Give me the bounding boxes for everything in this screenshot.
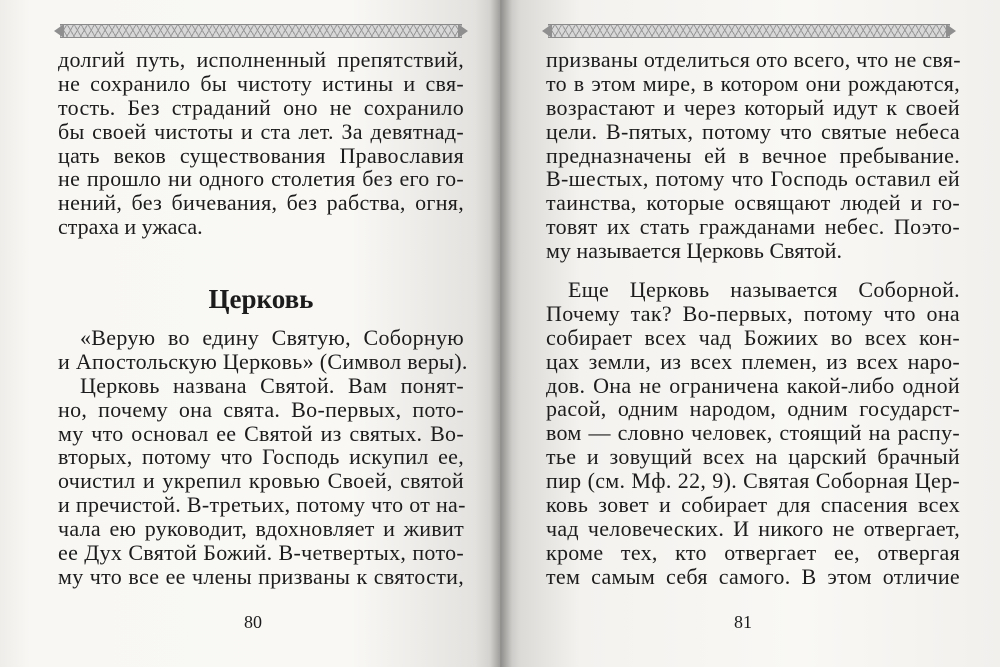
text-line: очистил и укрепил кровью Своей, святой <box>58 468 464 494</box>
section-heading: Церковь <box>208 284 314 314</box>
text-line: му что основал ее Святой из святых. Во- <box>58 420 464 446</box>
text-line: собирает всех чад Божиих во всех кон- <box>546 324 960 350</box>
text-line: В-шестых, потому что Господь оставил ей <box>546 166 960 192</box>
text-line: цели. В-пятых, потому что святые небеса <box>546 118 960 144</box>
text-line: ее Дух Святой Божий. В-четвертых, пото- <box>58 540 464 566</box>
text-line: чад человеческих. И никого не отвергает, <box>546 515 960 541</box>
book-gutter <box>490 0 512 667</box>
text-line: но, почему она свята. Во-первых, пото- <box>58 396 464 422</box>
text-line: тье и зовущий всех на царский брачный <box>546 444 960 470</box>
right-page <box>500 0 1000 667</box>
text-line: тем самым себя самого. В этом отличие <box>546 563 960 589</box>
text-line: му что все ее члены призваны к святости, <box>58 563 464 589</box>
text-line: товят их стать гражданами небес. Поэто- <box>546 214 960 240</box>
text-line: не сохранило бы чистоту истины и свя- <box>58 70 464 96</box>
text-line: призваны отделиться ото всего, что не свя- <box>546 47 961 72</box>
text-line: тость. Без страданий оно не сохранило <box>58 94 464 120</box>
text-line: му называется Церковь Святой. <box>546 238 842 264</box>
text-line: вом — словно человек, стоящий на распу- <box>546 420 960 446</box>
text-line: ковь зовет и собирает для спасения всех <box>546 492 960 518</box>
header-ornament <box>548 24 950 38</box>
text-line: «Верую во едину Святую, Соборную <box>80 325 464 350</box>
text-line: Почему так? Во-первых, потому что она <box>546 300 960 326</box>
right-text-top <box>546 48 960 263</box>
text-line: то в этом мире, в котором они рождаются, <box>546 70 960 96</box>
text-line: цать веков существования Православия <box>58 142 464 168</box>
text-line: чала ею руководит, вдохновляет и живит <box>58 516 464 542</box>
text-line: бы своей чистоты и ста лет. За девятнад- <box>58 118 464 144</box>
left-text-bottom <box>58 325 468 589</box>
text-line: дов. Она не ограничена какой-либо одной <box>546 372 960 398</box>
text-line: не прошло ни одного столетия без его го- <box>58 166 464 192</box>
text-line: страха и ужаса. <box>58 214 203 240</box>
left-text-top <box>58 48 464 239</box>
text-line: предназначены ей в вечное пребывание. <box>546 142 960 168</box>
right-text-bottom <box>546 278 960 589</box>
text-line: нений, без бичевания, без рабства, огня, <box>58 190 464 216</box>
text-line: Церковь названа Святой. Вам понят- <box>80 372 464 398</box>
page-number: 80 <box>244 612 262 632</box>
text-line: возрастают и через который идут к своей <box>546 94 960 120</box>
text-line: долгий путь, исполненный препятствий, <box>58 47 464 72</box>
text-line: Еще Церковь называется Соборной. <box>568 277 960 302</box>
text-line: расой, одним народом, одним государст- <box>546 396 960 422</box>
text-line: и пречистой. В-третьих, потому что от на- <box>58 492 466 518</box>
text-line: пир (см. Мф. 22, 9). Святая Соборная Цер- <box>546 468 960 494</box>
text-line: таинства, которые освящают людей и го- <box>546 190 960 216</box>
text-line: кроме тех, кто отвергает ее, отвергая <box>546 539 960 565</box>
page-number: 81 <box>734 612 752 632</box>
text-line: цах земли, из всех племен, из всех наро- <box>546 348 960 374</box>
text-line: вторых, потому что Господь искупил ее, <box>58 444 464 470</box>
text-line: и Апостольскую Церковь» (Символ веры). <box>58 348 468 374</box>
header-ornament <box>60 24 462 38</box>
